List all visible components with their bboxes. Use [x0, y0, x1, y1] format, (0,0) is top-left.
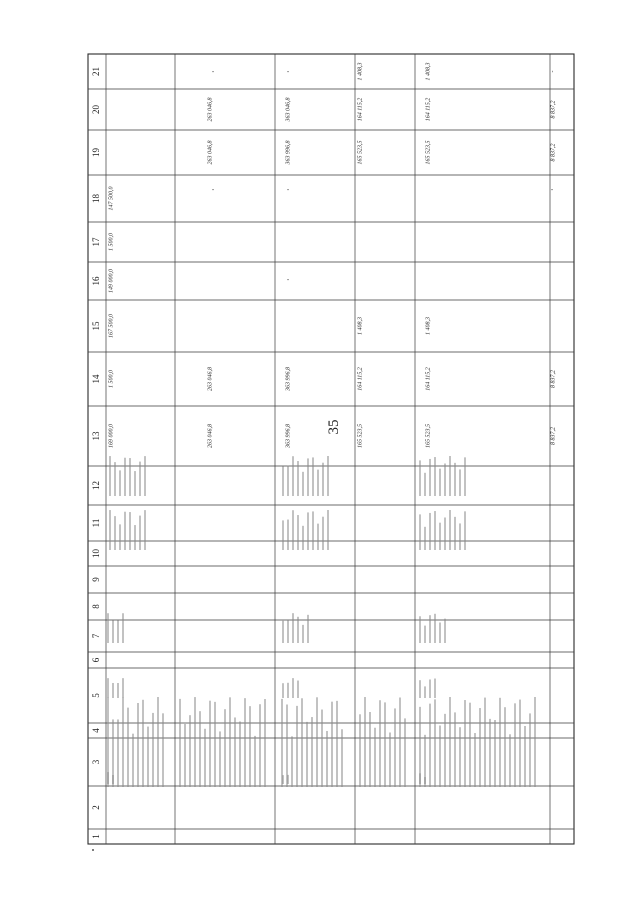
small-print-block — [108, 613, 123, 643]
amount-cell: 147 500,0 — [108, 186, 115, 211]
dash-cell: - — [550, 185, 554, 194]
column-number: 8 — [91, 604, 102, 609]
small-print-block — [420, 456, 465, 496]
column-number: 18 — [91, 194, 102, 203]
small-print-block — [108, 678, 123, 698]
column-number: 15 — [91, 321, 102, 331]
amount-cell: 1 408,3 — [357, 62, 364, 81]
small-print-block — [283, 775, 288, 784]
column-number: 19 — [91, 148, 102, 157]
small-print-block — [283, 456, 328, 496]
column-number: 21 — [91, 67, 102, 76]
small-print-block — [110, 456, 145, 496]
amount-cell: 8 837,2 — [550, 143, 557, 162]
amount-cell: 8 837,2 — [550, 100, 557, 119]
column-number: 20 — [91, 105, 102, 114]
column-number: 3 — [91, 759, 102, 765]
amount-cell: 164 115,2 — [425, 97, 432, 122]
table-grid — [88, 54, 574, 844]
column-number: 14 — [91, 374, 102, 384]
amount-cell: 167 500,0 — [108, 314, 115, 338]
dash-cell: - — [286, 185, 290, 194]
column-number: 12 — [91, 481, 102, 490]
small-print-block — [420, 510, 465, 550]
dash-cell: - — [286, 67, 290, 76]
amount-cell: 149 000,0 — [108, 269, 115, 293]
small-print-block — [180, 697, 265, 787]
amount-cell: 8 837,2 — [550, 370, 557, 388]
column-number: 5 — [91, 693, 102, 698]
amount-cell: 165 523,5 — [425, 140, 432, 165]
amount-cell: 165 523,5 — [425, 424, 432, 448]
small-print-block — [283, 678, 298, 698]
amount-cell: 1 408,3 — [425, 317, 432, 335]
amount-cell: - — [550, 70, 557, 73]
column-number: 10 — [91, 549, 102, 558]
small-print-block — [282, 697, 342, 787]
amount-cell: 164 115,2 — [357, 367, 364, 391]
small-print-block — [283, 613, 308, 643]
column-number: 2 — [91, 805, 102, 810]
amount-cell: 1 500,0 — [108, 370, 115, 388]
illegible-text-blocks — [108, 456, 535, 787]
amount-cell: 1 408,3 — [357, 317, 364, 335]
dash-cell: - — [211, 67, 215, 76]
page-number: 35 — [326, 419, 342, 435]
dash-cell: - — [286, 275, 290, 284]
amount-cell: 263 046,8 — [207, 424, 214, 448]
amount-cell: 263 046,8 — [207, 367, 214, 391]
amount-cell: 8 837,2 — [550, 427, 557, 445]
small-print-block — [110, 510, 145, 550]
column-number: 13 — [91, 431, 102, 441]
amount-cell: 164 115,2 — [357, 97, 364, 122]
column-number: 9 — [91, 577, 102, 582]
column-number: 1 — [91, 834, 102, 839]
amount-cell: 263 046,8 — [207, 140, 214, 165]
amount-cell: 363 996,8 — [285, 140, 292, 165]
amount-cell: 165 523,5 — [357, 140, 364, 165]
column-number: 16 — [91, 276, 102, 286]
column-number: 7 — [91, 633, 102, 639]
amount-cell: 164 115,2 — [425, 367, 432, 391]
amount-cell: 363 046,8 — [285, 97, 292, 122]
amount-cell: 1 500,0 — [108, 233, 115, 251]
small-print-block — [420, 679, 435, 698]
amount-cell: 1 408,3 — [425, 62, 432, 81]
column-number: 6 — [91, 657, 102, 663]
small-print-block — [283, 510, 328, 550]
amount-cell: 263 046,8 — [207, 97, 214, 122]
amount-cell: 363 996,8 — [285, 367, 292, 391]
dash-cell: - — [211, 185, 215, 194]
small-print-block — [108, 697, 163, 787]
small-print-block — [420, 614, 445, 643]
small-print-block — [360, 697, 405, 787]
table-border — [88, 54, 574, 844]
amount-cell: 169 000,0 — [108, 424, 115, 448]
column-number: 17 — [91, 237, 102, 247]
amount-cell: 363 996,8 — [285, 424, 292, 448]
amount-cell: 165 523,5 — [357, 424, 364, 448]
small-print-block — [420, 697, 535, 787]
column-number: 4 — [91, 728, 102, 733]
column-number: 11 — [91, 518, 102, 528]
